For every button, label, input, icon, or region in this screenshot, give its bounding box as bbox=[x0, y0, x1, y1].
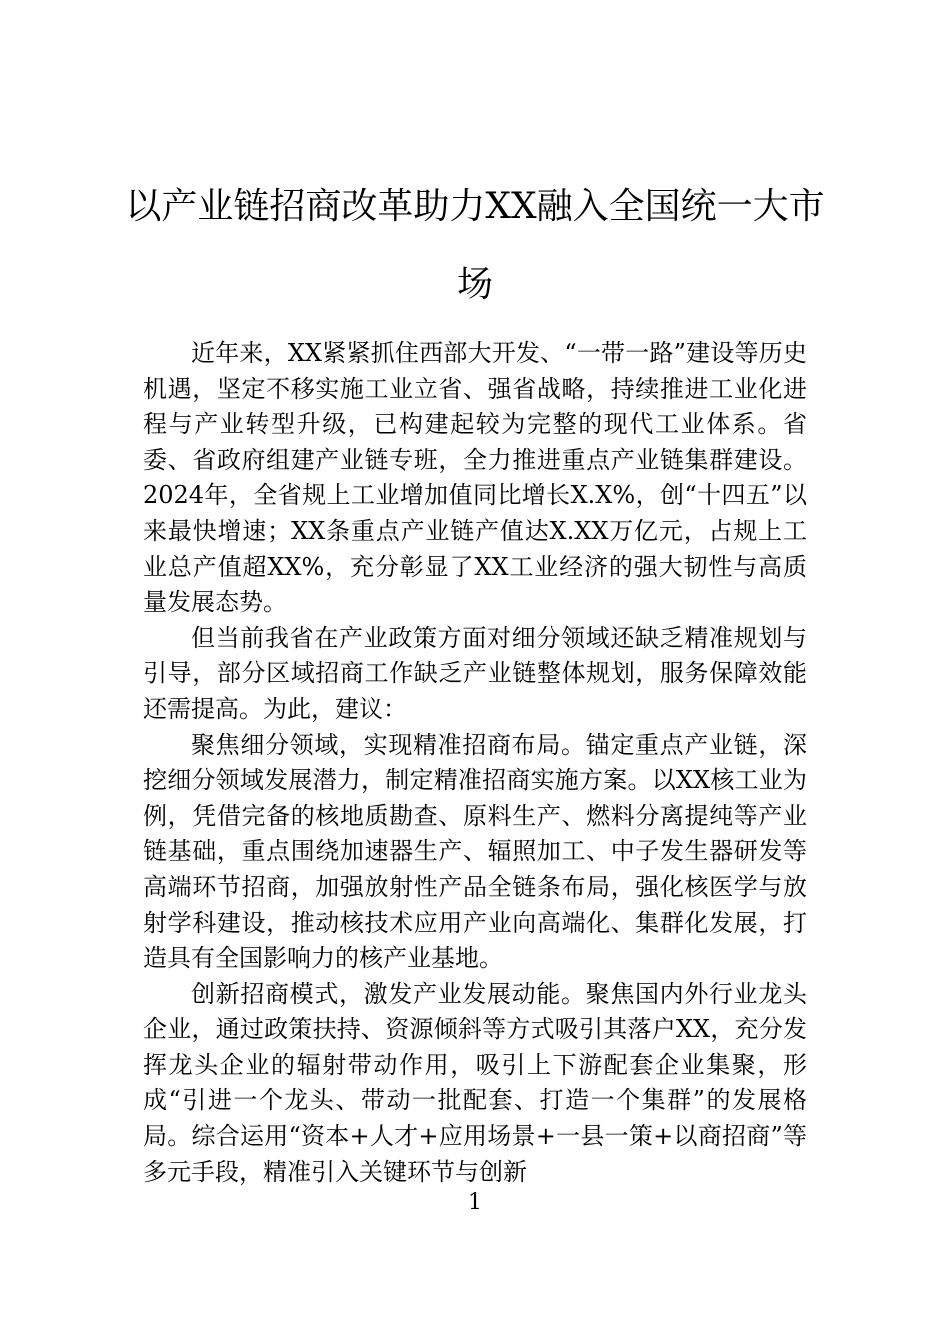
document-title: 以产业链招商改革助力XX融入全国统一大市场 bbox=[125, 186, 825, 305]
page-number: 1 bbox=[468, 1190, 482, 1215]
paragraph-suggestion-1: 聚焦细分领域，实现精准招商布局。锚定重点产业链，深挖细分领域发展潜力，制定精准招商实施方案。以XX核工业为例，凭借完备的核地质勘查、原料生产、燃料分离提纯等产业链基础，重点围绕加速器生产、辐照加工、中子发生器研发等高端环节招商，加强放射性产品全链条布局，强化核医学与放射学科建设，推动核技术应用产业向高端化、集群化发展，打造具有全国影响力的核产业基地。 bbox=[143, 730, 807, 973]
paragraph-problem: 但当前我省在产业政策方面对细分领域还缺乏精准规划与引导，部分区域招商工作缺乏产业链整体规划，服务保障效能还需提高。为此，建议： bbox=[143, 623, 807, 723]
paragraph-suggestion-2: 创新招商模式，激发产业发展动能。聚焦国内外行业龙头企业，通过政策扶持、资源倾斜等方式吸引其落户XX，充分发挥龙头企业的辐射带动作用，吸引上下游配套企业集聚，形成“引进一个龙头、带动一批配套、打造一个集群”的发展格局。综合运用“资本+人才+应用场景+一县一策+以商招商”等多元手段，精准引入关键环节与创新 bbox=[143, 979, 807, 1186]
paragraph-intro: 近年来，XX紧紧抓住西部大开发、“一带一路”建设等历史机遇，坚定不移实施工业立省、强省战略，持续推进工业化进程与产业转型升级，已构建起较为完整的现代工业体系。省委、省政府组建产业链专班，全力推进重点产业链集群建设。2024年，全省规上工业增加值同比增长X.X%，创“十四五”以来最快增速；XX条重点产业链产值达X.XX万亿元，占规上工业总产值超XX%，充分彰显了XX工业经济的强大韧性与高质量发展态势。 bbox=[143, 339, 807, 617]
document-body bbox=[143, 336, 807, 1190]
